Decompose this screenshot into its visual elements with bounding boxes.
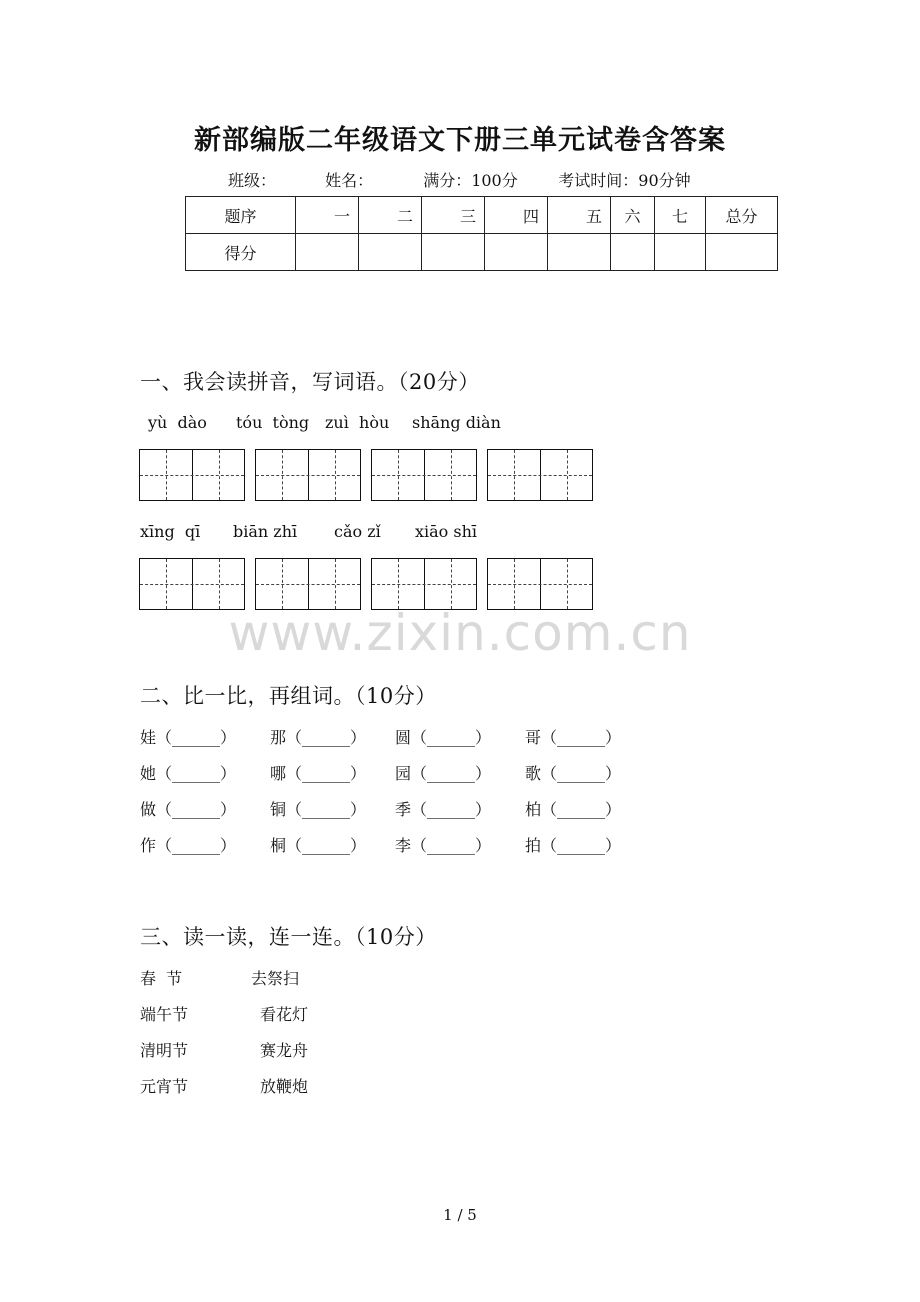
score-input-cell[interactable] bbox=[422, 234, 485, 271]
score-header-cell: 题序 bbox=[186, 197, 296, 234]
full-score-label: 满分：100分 bbox=[423, 171, 518, 190]
word-item: 季（______） bbox=[395, 800, 492, 819]
word-row bbox=[140, 833, 621, 856]
pinyin-label: tóu tòng bbox=[236, 413, 310, 432]
score-header-cell: 一 bbox=[296, 197, 359, 234]
score-header-cell: 四 bbox=[485, 197, 548, 234]
word-item: 做（______） bbox=[140, 800, 237, 819]
score-header-cell: 三 bbox=[422, 197, 485, 234]
custom-item: 放鞭炮 bbox=[260, 1077, 309, 1096]
word-item: 歌（______） bbox=[525, 764, 622, 783]
score-input-cell[interactable] bbox=[706, 234, 778, 271]
custom-item: 去祭扫 bbox=[251, 969, 300, 988]
writing-grid[interactable] bbox=[255, 558, 361, 610]
pinyin-label: cǎo zǐ bbox=[334, 522, 381, 541]
word-item: 那（______） bbox=[270, 728, 367, 747]
festival-item: 春 节 bbox=[140, 969, 183, 988]
word-item: 拍（______） bbox=[525, 836, 622, 855]
name-label: 姓名： bbox=[325, 171, 374, 190]
word-item: 哪（______） bbox=[270, 764, 367, 783]
score-header-cell: 七 bbox=[655, 197, 706, 234]
score-input-cell[interactable] bbox=[485, 234, 548, 271]
exam-time-label: 考试时间：90分钟 bbox=[558, 171, 691, 190]
custom-item: 看花灯 bbox=[260, 1005, 309, 1024]
word-item: 铜（______） bbox=[270, 800, 367, 819]
word-row bbox=[140, 761, 621, 784]
pinyin-label: xīng qī bbox=[140, 522, 201, 541]
word-row bbox=[140, 797, 621, 820]
pinyin-label: yù dào bbox=[148, 413, 207, 432]
writing-grid[interactable] bbox=[255, 449, 361, 501]
word-item: 她（______） bbox=[140, 764, 237, 783]
score-header-cell: 五 bbox=[548, 197, 611, 234]
word-row bbox=[140, 725, 621, 748]
word-item: 园（______） bbox=[395, 764, 492, 783]
word-item: 作（______） bbox=[140, 836, 237, 855]
word-item: 李（______） bbox=[395, 836, 492, 855]
pinyin-label: zuì hòu bbox=[325, 413, 390, 432]
writing-grid[interactable] bbox=[487, 449, 593, 501]
writing-grid[interactable] bbox=[371, 449, 477, 501]
score-header-cell: 六 bbox=[611, 197, 655, 234]
score-row-label: 得分 bbox=[186, 234, 296, 271]
festival-item: 清明节 bbox=[140, 1041, 189, 1060]
word-item: 柏（______） bbox=[525, 800, 622, 819]
pinyin-label: xiāo shī bbox=[415, 522, 478, 541]
festival-item: 元宵节 bbox=[140, 1077, 189, 1096]
section1-heading: 一、我会读拼音，写词语。（20分） bbox=[140, 370, 480, 394]
section3-heading: 三、读一读，连一连。（10分） bbox=[140, 925, 437, 949]
word-item: 圆（______） bbox=[395, 728, 492, 747]
page-number: 1 / 5 bbox=[443, 1206, 477, 1224]
watermark: www.zixin.com.cn bbox=[228, 604, 692, 662]
score-header-cell: 总分 bbox=[706, 197, 778, 234]
word-item: 桐（______） bbox=[270, 836, 367, 855]
score-table-header-row bbox=[186, 197, 778, 234]
page-title: 新部编版二年级语文下册三单元试卷含答案 bbox=[194, 125, 726, 156]
score-input-cell[interactable] bbox=[296, 234, 359, 271]
custom-item: 赛龙舟 bbox=[260, 1041, 309, 1060]
score-header-cell: 二 bbox=[359, 197, 422, 234]
writing-grid[interactable] bbox=[371, 558, 477, 610]
writing-grid[interactable] bbox=[139, 558, 245, 610]
score-input-cell[interactable] bbox=[359, 234, 422, 271]
writing-grid[interactable] bbox=[487, 558, 593, 610]
score-input-cell[interactable] bbox=[655, 234, 706, 271]
score-input-cell[interactable] bbox=[611, 234, 655, 271]
score-input-cell[interactable] bbox=[548, 234, 611, 271]
section2-heading: 二、比一比，再组词。（10分） bbox=[140, 684, 437, 708]
writing-grid[interactable] bbox=[139, 449, 245, 501]
festival-item: 端午节 bbox=[140, 1005, 189, 1024]
pinyin-label: shāng diàn bbox=[412, 413, 501, 432]
score-table bbox=[185, 196, 778, 271]
pinyin-label: biān zhī bbox=[233, 522, 298, 541]
exam-info bbox=[228, 168, 691, 191]
word-item: 娃（______） bbox=[140, 728, 237, 747]
class-label: 班级： bbox=[228, 171, 277, 190]
word-item: 哥（______） bbox=[525, 728, 622, 747]
score-table-score-row bbox=[186, 234, 778, 271]
